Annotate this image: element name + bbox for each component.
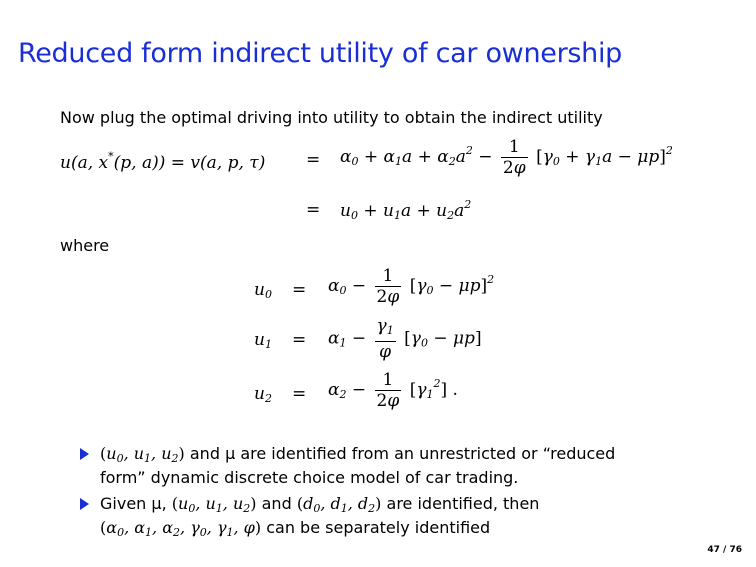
u1-expression: $\alpha_1$ − $\frac{\gamma_1}{\varphi}$ $[\gamma_0 - \mu p]$ bbox=[328, 316, 482, 362]
bullet-2-line-2: ($\alpha_0$, $\alpha_1$, $\alpha_2$, $\gamma_0$, $\gamma_1$, φ) can be separately identified bbox=[100, 518, 491, 539]
bullet-1-text: and μ are identified from an unrestricted or “reduced bbox=[189, 444, 616, 463]
equals-sign: = bbox=[292, 280, 307, 300]
intro-text: Now plug the optimal driving into utility to obtain the indirect utility bbox=[60, 108, 603, 127]
equals-sign: = bbox=[306, 200, 321, 220]
slide-title: Reduced form indirect utility of car ownership bbox=[18, 38, 622, 69]
bullet-1-line-2: form” dynamic discrete choice model of car trading. bbox=[100, 468, 519, 487]
page-number: 47 / 76 bbox=[707, 545, 742, 555]
u1-label: $u_1$ bbox=[254, 330, 272, 351]
u0-expression: $\alpha_0$ − $\frac{1}{2\varphi}$ $[\gamma_0 - \mu p]^2$ bbox=[328, 266, 495, 307]
bullet-1-line-1: ($u_0$, $u_1$, $u_2$) and μ are identified from an unrestricted or “reduced bbox=[100, 444, 616, 465]
bullet-2-identified: are identified, then bbox=[386, 494, 540, 513]
bullet-2-line-1: Given μ, ($u_0$, $u_1$, $u_2$) and ($d_0$, $d_1$, $d_2$) are identified, then bbox=[100, 494, 540, 515]
equals-sign: = bbox=[292, 330, 307, 350]
u2-expression: $\alpha_2$ − $\frac{1}{2\varphi}$ $[\gamma_1^2]$ . bbox=[328, 370, 458, 411]
bullet-2-separately: can be separately identified bbox=[266, 518, 491, 537]
equation-rhs-1: $\alpha_0 + \alpha_1a + \alpha_2a^2$ − $\frac{1}{2\varphi}$ $[\gamma_0 + \gamma_1a - \mu p]^2$ bbox=[340, 137, 673, 178]
where-label: where bbox=[60, 236, 110, 255]
equals-sign: = bbox=[306, 150, 321, 170]
bullet-icon bbox=[80, 498, 89, 510]
bullet-icon bbox=[80, 448, 89, 460]
bullet-2-and: and bbox=[261, 494, 292, 513]
u0-label: $u_0$ bbox=[254, 280, 272, 301]
u2-label: $u_2$ bbox=[254, 384, 272, 405]
equals-sign: = bbox=[292, 384, 307, 404]
equation-lhs: u(a, x*(p, a)) = v(a, p, τ) bbox=[60, 150, 266, 173]
equation-rhs-2: $u_0 + u_1a + u_2a^2$ bbox=[340, 198, 472, 222]
bullet-2-given: Given μ, bbox=[100, 494, 167, 513]
